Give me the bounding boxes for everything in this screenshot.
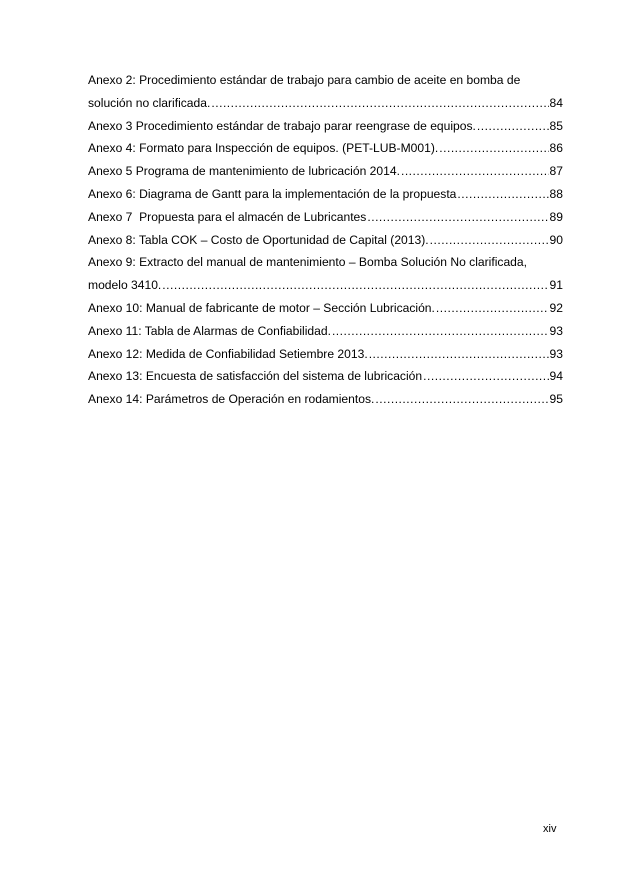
- dot-leader: [211, 92, 548, 115]
- toc-entry-last-line: [88, 160, 563, 183]
- toc-entry-anexo-5[interactable]: [88, 160, 563, 183]
- toc-entry-text: Anexo 6: Diagrama de Gantt para la implementación de la propuesta: [88, 186, 457, 201]
- toc-entry-text-line: Anexo 2: Procedimiento estándar de trabajo para cambio de aceite en bomba de: [88, 73, 521, 87]
- toc-entry-text: Anexo 10: Manual de fabricante de motor – Sección Lubricación.: [88, 300, 435, 315]
- table-of-contents: [88, 69, 563, 411]
- dot-leader: [477, 115, 549, 138]
- toc-entry-last-line: [88, 137, 563, 160]
- toc-entry-last-line: [88, 92, 563, 115]
- dot-leader: [401, 160, 549, 183]
- dot-leader: [162, 274, 548, 297]
- toc-entry-page: 91: [549, 278, 563, 293]
- toc-entry-anexo-9[interactable]: [88, 251, 563, 297]
- toc-entry-last-line: [88, 297, 563, 320]
- toc-entry-text: Anexo 13: Encuesta de satisfacción del sistema de lubricación: [88, 369, 423, 384]
- toc-entry-anexo-13[interactable]: [88, 365, 563, 388]
- toc-entry-last-line: [88, 320, 563, 343]
- toc-entry-text: Anexo 12: Medida de Confiabilidad Setiembre 2013.: [88, 346, 368, 361]
- dot-leader: [332, 320, 549, 343]
- dot-leader: [375, 388, 548, 411]
- dot-leader: [439, 137, 548, 160]
- dot-leader: [436, 297, 549, 320]
- dot-leader: [369, 343, 549, 366]
- toc-entry-page: 90: [549, 232, 563, 247]
- toc-entry-anexo-6[interactable]: [88, 183, 563, 206]
- toc-entry-anexo-7[interactable]: [88, 206, 563, 229]
- toc-entry-page: 85: [549, 118, 563, 133]
- dot-leader: [430, 229, 549, 252]
- toc-entry-page: 89: [549, 209, 563, 224]
- dot-leader: [367, 206, 548, 229]
- toc-entry-text: Anexo 8: Tabla COK – Costo de Oportunidad de Capital (2013).: [88, 232, 429, 247]
- toc-entry-last-line: [88, 274, 563, 297]
- toc-entry-last-line: [88, 229, 563, 252]
- toc-entry-anexo-14[interactable]: [88, 388, 563, 411]
- toc-entry-anexo-10[interactable]: [88, 297, 563, 320]
- toc-entry-page: 88: [549, 186, 563, 201]
- toc-entry-text-line: Anexo 9: Extracto del manual de mantenimiento – Bomba Solución No clarificada,: [88, 255, 527, 270]
- toc-entry-anexo-8[interactable]: [88, 229, 563, 252]
- toc-entry-anexo-3[interactable]: [88, 115, 563, 138]
- toc-entry-last-line: [88, 115, 563, 138]
- toc-entry-text: solución no clarificada.: [88, 95, 211, 110]
- toc-entry-last-line: [88, 388, 563, 411]
- toc-entry-anexo-4[interactable]: [88, 137, 563, 160]
- page-number: xiv: [543, 823, 557, 835]
- toc-entry-last-line: [88, 206, 563, 229]
- dot-leader: [457, 183, 548, 206]
- toc-entry-page: 86: [549, 141, 563, 156]
- toc-entry-last-line: [88, 183, 563, 206]
- toc-entry-page: 93: [549, 323, 563, 338]
- toc-entry-page: 94: [549, 369, 563, 384]
- toc-entry-text: Anexo 14: Parámetros de Operación en rodamientos.: [88, 392, 375, 407]
- toc-entry-page: 92: [549, 300, 563, 315]
- toc-entry-last-line: [88, 343, 563, 366]
- toc-entry-text: Anexo 3 Procedimiento estándar de trabajo parar reengrase de equipos.: [88, 118, 476, 133]
- toc-entry-anexo-12[interactable]: [88, 343, 563, 366]
- dot-leader: [423, 365, 548, 388]
- toc-entry-page: 95: [549, 392, 563, 407]
- toc-entry-anexo-11[interactable]: [88, 320, 563, 343]
- toc-entry-text: Anexo 7 Propuesta para el almacén de Lubricantes: [88, 209, 367, 224]
- toc-entry-text: Anexo 5 Programa de mantenimiento de lubricación 2014.: [88, 164, 400, 179]
- toc-entry-last-line: [88, 365, 563, 388]
- toc-entry-page: 84: [549, 95, 563, 110]
- toc-entry-text: modelo 3410.: [88, 278, 162, 293]
- toc-entry-page: 93: [549, 346, 563, 361]
- toc-entry-anexo-2[interactable]: [88, 69, 563, 115]
- toc-entry-text: Anexo 4: Formato para Inspección de equipos. (PET-LUB-M001).: [88, 141, 439, 156]
- toc-entry-page: 87: [549, 164, 563, 179]
- toc-entry-text: Anexo 11: Tabla de Alarmas de Confiabilidad.: [88, 323, 331, 338]
